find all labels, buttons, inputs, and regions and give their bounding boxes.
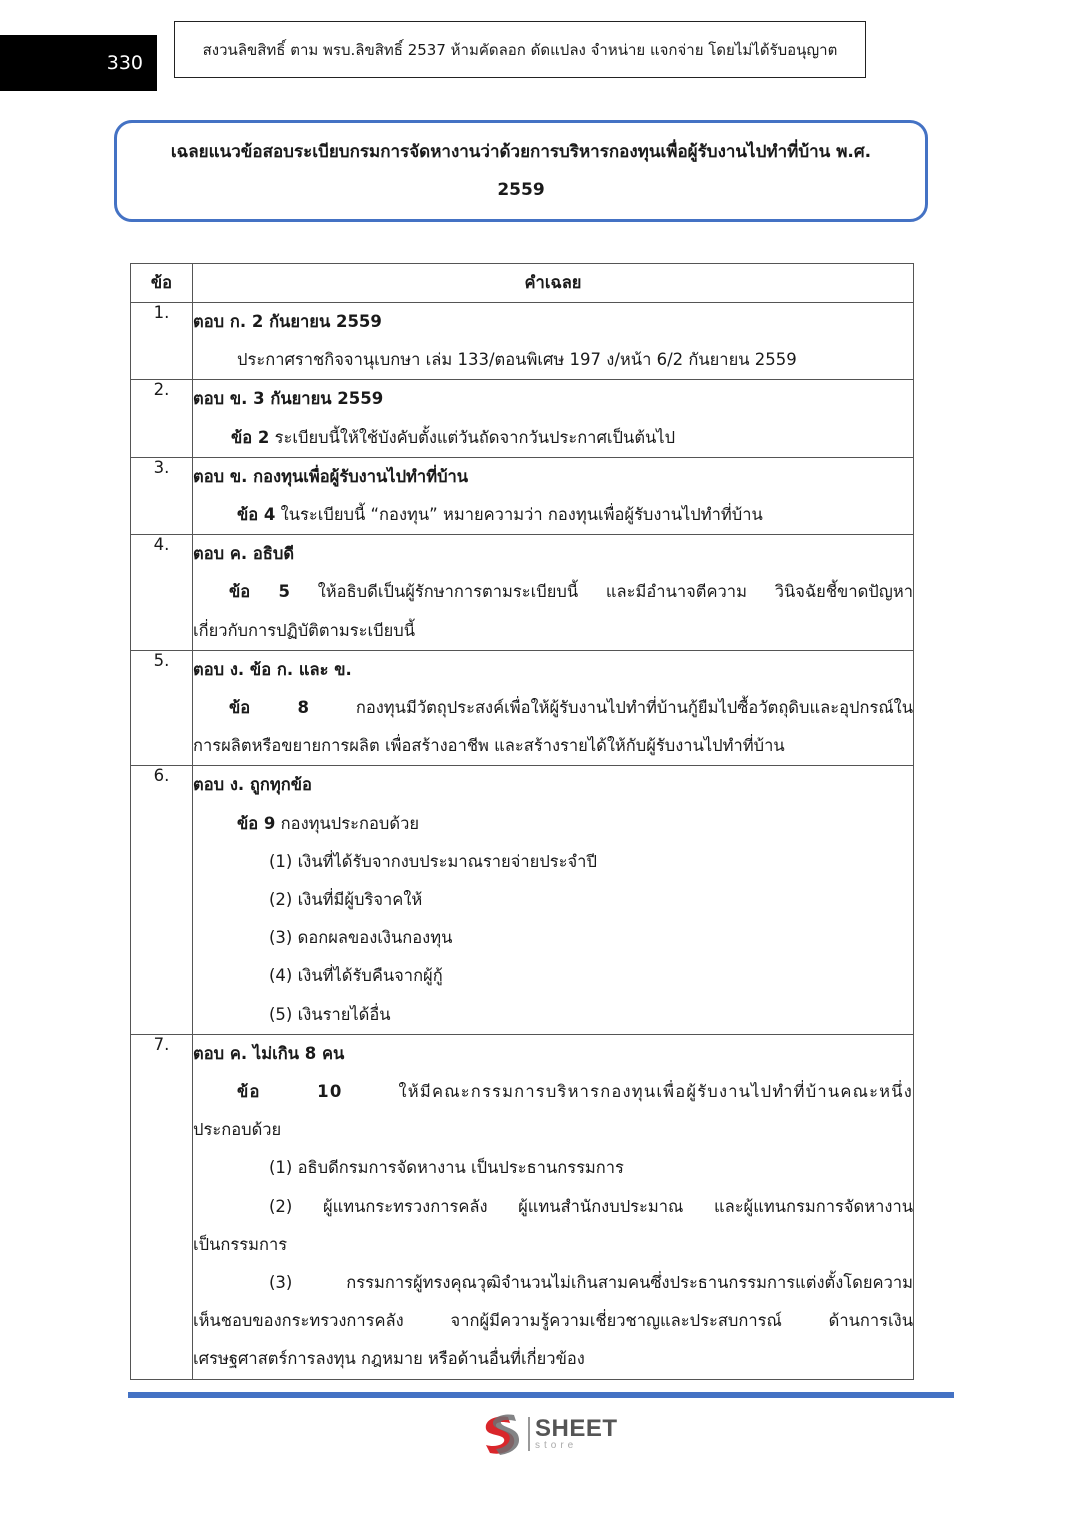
row-number: 2.	[131, 380, 193, 457]
row-answer	[193, 535, 914, 651]
explanation-line: ประกอบด้วย	[193, 1120, 282, 1140]
clause-text: ให้มีคณะกรรมการบริหารกองทุนเพื่อผู้รับงานไปทำที่บ้านคณะหนึ่ง	[342, 1082, 913, 1102]
sub-item-continued: เศรษฐศาสตร์การลงทุน กฎหมาย หรือด้านอื่นที่เกี่ยวข้อง	[193, 1349, 585, 1369]
answer-choice: ตอบ ง. ข้อ ก. และ ข.	[193, 659, 352, 679]
title-line-2: 2559	[497, 180, 545, 200]
table-row	[131, 380, 914, 457]
row-number: 4.	[131, 535, 193, 651]
sub-item: (2) ผู้แทนกระทรวงการคลัง ผู้แทนสำนักงบประมาณ และผู้แทนกรมการจัดหางาน	[269, 1196, 913, 1216]
table-row	[131, 535, 914, 651]
table-row	[131, 650, 914, 766]
clause-label: ข้อ 4	[237, 505, 276, 525]
explanation-line	[193, 689, 913, 727]
logo-main-text: SHEET	[535, 1415, 618, 1442]
row-answer	[193, 457, 914, 534]
row-answer	[193, 766, 914, 1034]
title-line-1: เฉลยแนวข้อสอบระเบียบกรมการจัดหางานว่าด้วยการบริหารกองทุนเพื่อผู้รับงานไปทำที่บ้าน พ.ศ.	[170, 142, 872, 162]
clause-text: กองทุนมีวัตถุประสงค์เพื่อให้ผู้รับงานไปทำที่บ้านกู้ยืมไปซื้อวัตถุดิบและอุปกรณ์ใน	[309, 698, 913, 718]
list-item: (5) เงินรายได้อื่น	[269, 1004, 391, 1024]
sheet-store-logo	[478, 1410, 628, 1458]
row-answer	[193, 303, 914, 380]
row-answer	[193, 650, 914, 766]
clause-text: ระเบียบนี้ให้ใช้บังคับตั้งแต่วันถัดจากวันประกาศเป็นต้นไป	[269, 427, 676, 447]
row-answer	[193, 380, 914, 457]
row-number: 1.	[131, 303, 193, 380]
answer-choice: ตอบ ค. ไม่เกิน 8 คน	[193, 1043, 345, 1063]
sub-item: (1) อธิบดีกรมการจัดหางาน เป็นประธานกรรมการ	[269, 1158, 624, 1178]
clause-label: ข้อ 2	[231, 427, 270, 447]
row-number: 7.	[131, 1034, 193, 1379]
table-row	[131, 303, 914, 380]
answer-choice: ตอบ ข. 3 กันยายน 2559	[193, 389, 384, 409]
logo-wordmark	[528, 1417, 618, 1451]
row-answer	[193, 1034, 914, 1379]
sub-item: (3) กรรมการผู้ทรงคุณวุฒิจำนวนไม่เกินสามคนซึ่งประธานกรรมการแต่งตั้งโดยความ	[269, 1273, 913, 1293]
list-item: (2) เงินที่มีผู้บริจาคให้	[269, 890, 423, 910]
explanation-line	[193, 496, 913, 534]
row-number: 6.	[131, 766, 193, 1034]
table-row	[131, 457, 914, 534]
sub-item-continued: เป็นกรรมการ	[193, 1234, 288, 1254]
answer-choice: ตอบ ก. 2 กันยายน 2559	[193, 312, 382, 331]
page-title	[114, 120, 928, 222]
table-row	[131, 1034, 914, 1379]
clause-text: กองทุนประกอบด้วย	[275, 813, 419, 833]
explanation-line	[193, 419, 913, 457]
clause-label: ข้อ 5	[229, 582, 290, 602]
answer-table	[130, 263, 914, 1380]
explanation-line	[193, 573, 913, 611]
logo-sub-text: store	[535, 1440, 578, 1451]
explanation-line: ประกาศราชกิจจานุเบกษา เล่ม 133/ตอนพิเศษ 197 ง/หน้า 6/2 กันยายน 2559	[237, 350, 797, 370]
sub-item-continued: เห็นชอบของกระทรวงการคลัง จากผู้มีความรู้ความเชี่ยวชาญและประสบการณ์ ด้านการเงิน	[193, 1311, 913, 1331]
list-item: (4) เงินที่ได้รับคืนจากผู้กู้	[269, 966, 443, 986]
copyright-notice: สงวนลิขสิทธิ์ ตาม พรบ.ลิขสิทธิ์ 2537 ห้ามคัดลอก ดัดแปลง จำหน่าย แจกจ่าย โดยไม่ได้รับอนุญาต	[174, 21, 866, 78]
column-header-number: ข้อ	[131, 264, 193, 303]
answer-choice: ตอบ ค. อธิบดี	[193, 544, 295, 564]
answer-choice: ตอบ ง. ถูกทุกข้อ	[193, 775, 312, 795]
sheet-store-s-icon	[478, 1411, 524, 1457]
column-header-answer: คำเฉลย	[193, 264, 914, 303]
row-number: 5.	[131, 650, 193, 766]
clause-label: ข้อ 8	[229, 698, 309, 718]
explanation-line	[193, 1073, 913, 1111]
table-header-row	[131, 264, 914, 303]
list-item: (1) เงินที่ได้รับจากงบประมาณรายจ่ายประจำปี	[269, 851, 597, 871]
clause-text: ในระเบียบนี้ “กองทุน” หมายความว่า กองทุนเพื่อผู้รับงานไปทำที่บ้าน	[275, 505, 763, 525]
explanation-line	[193, 805, 913, 843]
clause-text: ให้อธิบดีเป็นผู้รักษาการตามระเบียบนี้ และมีอำนาจตีความ วินิจฉัยชี้ขาดปัญหา	[289, 582, 913, 602]
clause-label: ข้อ 10	[237, 1082, 343, 1102]
row-number: 3.	[131, 457, 193, 534]
explanation-line: การผลิตหรือขยายการผลิต เพื่อสร้างอาชีพ และสร้างรายได้ให้กับผู้รับงานไปทำที่บ้าน	[193, 736, 785, 756]
answer-choice: ตอบ ข. กองทุนเพื่อผู้รับงานไปทำที่บ้าน	[193, 466, 469, 486]
explanation-line: เกี่ยวกับการปฏิบัติตามระเบียบนี้	[193, 620, 416, 640]
footer-divider	[128, 1392, 954, 1398]
table-row	[131, 766, 914, 1034]
list-item: (3) ดอกผลของเงินกองทุน	[269, 928, 453, 948]
page-number: 330	[0, 35, 157, 91]
clause-label: ข้อ 9	[237, 813, 276, 833]
